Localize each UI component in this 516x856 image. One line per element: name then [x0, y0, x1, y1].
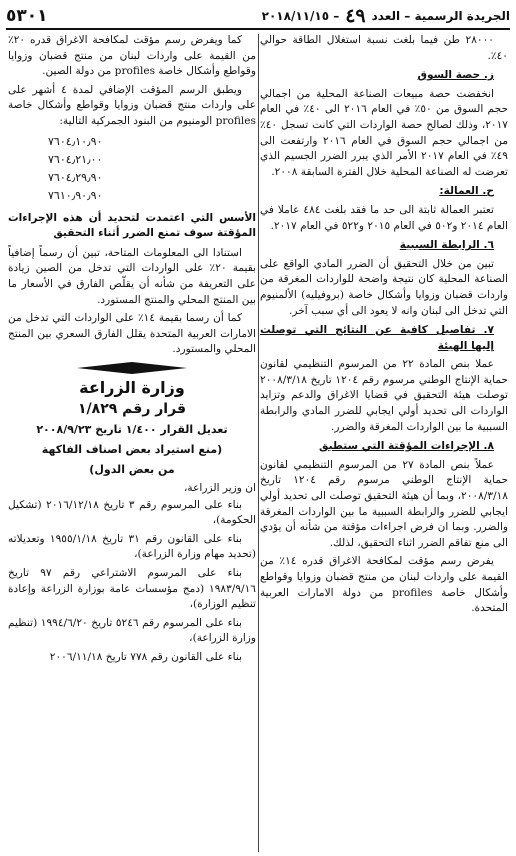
preamble-line: بناء على المرسوم الاشتراعي رقم ٩٧ تاريخ ١٩٨٣/٩/١٦ (دمج مؤسسات عامة بوزارة الزراعة وإعادة تنظيم الوزارة)، [8, 567, 256, 611]
preamble-line: بناء على المرسوم رقم ٥٢٤٦ تاريخ ١٩٩٤/٦/٢٠ (تنظيم وزارة الزراعة)، [8, 616, 256, 645]
preamble-line: بناء على المرسوم رقم ٣ تاريخ ٢٠١٦/١٢/١٨ (تشكيل الحكومة)، [8, 498, 256, 527]
decree-number: قرار رقم ١/٨٢٩ [78, 400, 186, 417]
header-title-group [262, 5, 510, 27]
decree-subtitle: من بعض الدول) [89, 463, 175, 477]
section-heading-causality: ٦. الرابطة السببية [399, 239, 494, 252]
page-header [6, 4, 510, 30]
right-column [260, 33, 508, 854]
paragraph: كما أن رسما بقيمة ١٤٪ على الواردات التي تدخل من الامارات العربية المتحدة يقلل الفارق السعري بين المنتج المحلي والمستورد. [8, 312, 256, 356]
ministry-title: وزارة الزراعة [79, 377, 185, 397]
paragraph: عملاً بنص المادة ٢٧ من المرسوم التنظيمي لقانون حماية الإنتاج الوطني مرسوم رقم ١٢٠٤ تاريخ ٢٠٠٨/٣/١٨، وبما أن هيئة التحقيق توصلت الى تحديد أولي ايجابي للضرر والرابطة السببية ما بين الواردات المغرقة والضرر. وبما ان فرض اجراءات مؤقتة من شأنه أن يؤدي الى منع تفاقم الضرر اثناء التحقيق، لذلك. [260, 458, 508, 549]
preamble-line: بناء على القانون رقم ٧٧٨ تاريخ ٢٠٠٦/١١/١٨ [49, 651, 242, 664]
gazette-title: الجريدة الرسمية – العدد [371, 9, 510, 23]
tariff-code: ٧٦٠٤٫١٠٫٩٠ [48, 134, 103, 148]
preamble-line: بناء على القانون رقم ٣١ تاريخ ١٩٥٥/١/١٨ وتعديلاته (تحديد مهام وزارة الزراعة)، [8, 532, 256, 561]
tariff-code: ٧٦١٠٫٩٠٫٩٠ [48, 188, 103, 202]
section-heading-findings: ٧. تفاصيل كافية عن النتائج التي توصلت إليها الهيئة [260, 324, 494, 352]
column-divider [258, 34, 259, 852]
paragraph: يفرض رسم مؤقت لمكافحة الاغراق قدره ١٤٪ من القيمة على واردات لبنان من منتج قضبان وزوايا وقواطع وأشكال خاصة profiles من دولة الامارات العربية المتحدة. [260, 555, 508, 615]
section-heading-measures: ٨. الإجراءات المؤقتة التي ستطبق [319, 440, 494, 453]
paragraph: ويطبق الرسم المؤقت الإضافي لمدة ٤ أشهر على على واردات منتج قضبان وزوايا وقواطع وأشكال خاصة profiles الومنيوم من البنود الجمركية التالية: [8, 83, 256, 127]
page-number: ٥٣٠١ [6, 6, 48, 26]
paragraph: عملا بنص المادة ٢٢ من المرسوم التنظيمي لقانون حماية الإنتاج الوطني مرسوم رقم ١٢٠٤ تاريخ ٢٠٠٨/٣/١٨ توصلت هيئة التحقيق في قضايا الاغراق والدعم وتزايد الواردات الى تحديد أولي ايجابي للضرر المادي والرابطة السببية ما بين الواردات المغرقة والضرر. [260, 358, 508, 433]
paragraph: استنادا الى المعلومات المتاحة، تبين أن رسماً إضافياً بقيمة ٢٠٪ على الواردات التي تدخل من الصين زيادة على التعريفة من شأنه أن يقلّص الفارق في الأسعار ما بين المنتج المحلي والمنتج المستورد. [8, 246, 256, 306]
tariff-code: ٧٦٠٤٫٢٩٫٩٠ [48, 170, 103, 184]
diamond-ornament-icon [77, 362, 187, 374]
paragraph: كما ويفرض رسم مؤقت لمكافحة الاغراق قدره ٢٠٪ من القيمة على واردات لبنان من منتج قضبان وزوايا وقواطع وأشكال خاصة profiles من دولة الصين. [8, 34, 256, 78]
paragraph: تعتبر العمالة ثابتة الى حد ما فقد بلغت ٤٨٤ عاملا في العام ٢٠١٤ و٥٠٢ في العام ٢٠١٥ و٥٢٢ في العام ٢٠١٧. [260, 203, 508, 232]
decree-subtitle: (منع استيراد بعض اصناف الفاكهة [41, 443, 223, 457]
issue-number: ٤٩ [345, 5, 366, 27]
tariff-code: ٧٦٠٤٫٢١٫٠٠ [48, 152, 103, 166]
tariff-code-list [8, 133, 256, 205]
left-column [8, 33, 256, 854]
separator-ornament [8, 362, 256, 374]
bold-heading-basis: الأسس التي اعتمدت لتحديد أن هذه الإجراءات المؤقتة سوف تمنع الضرر أثناء التحقيق [8, 211, 256, 240]
paragraph: تبين من خلال التحقيق أن الضرر المادي الواقع على الصناعة المحلية كان نتيجة واضحة للواردات المغرقة من واردات قضبان وزوايا وأشكال خاصة (بروفيليه) الألمنيوم التي تدخل الى لبنان وانه لا يعود الى أي سبب آخر. [260, 257, 508, 317]
paragraph: ٢٨٠٠٠ طن فيما بلغت نسبة استغلال الطاقة حوالي ٤٠٪. [260, 34, 508, 62]
decree-title: تعديل القرار ١/٤٠٠ تاريخ ٢٠٠٨/٩/٢٣ [36, 423, 228, 437]
preamble-line: ان وزير الزراعة، [184, 482, 256, 495]
issue-date: – ٢٠١٨/١١/١٥ [261, 9, 340, 23]
section-heading-labor: ح. العمالة: [439, 185, 494, 198]
paragraph: انخفضت حصة مبيعات الصناعة المحلية من اجمالي حجم السوق من ٥٠٪ في العام ٢٠١٦ الى ٤٠٪ في العام ٢٠١٧، وذلك لصالح حصة الواردات التي كانت تسجل ٤٠٪ من اجمالي حجم السوق في العام ٢٠١٦ وارتفعت الى ٤٩٪ في العام ٢٠١٧ الأمر الذي يبرر الضرر الجسيم الذي تعرضت له الصناعة المحلية خلال الفترة السابقة ٢٠٠٨. [260, 87, 508, 178]
section-heading-market-share: ز. حصة السوق [417, 69, 494, 82]
